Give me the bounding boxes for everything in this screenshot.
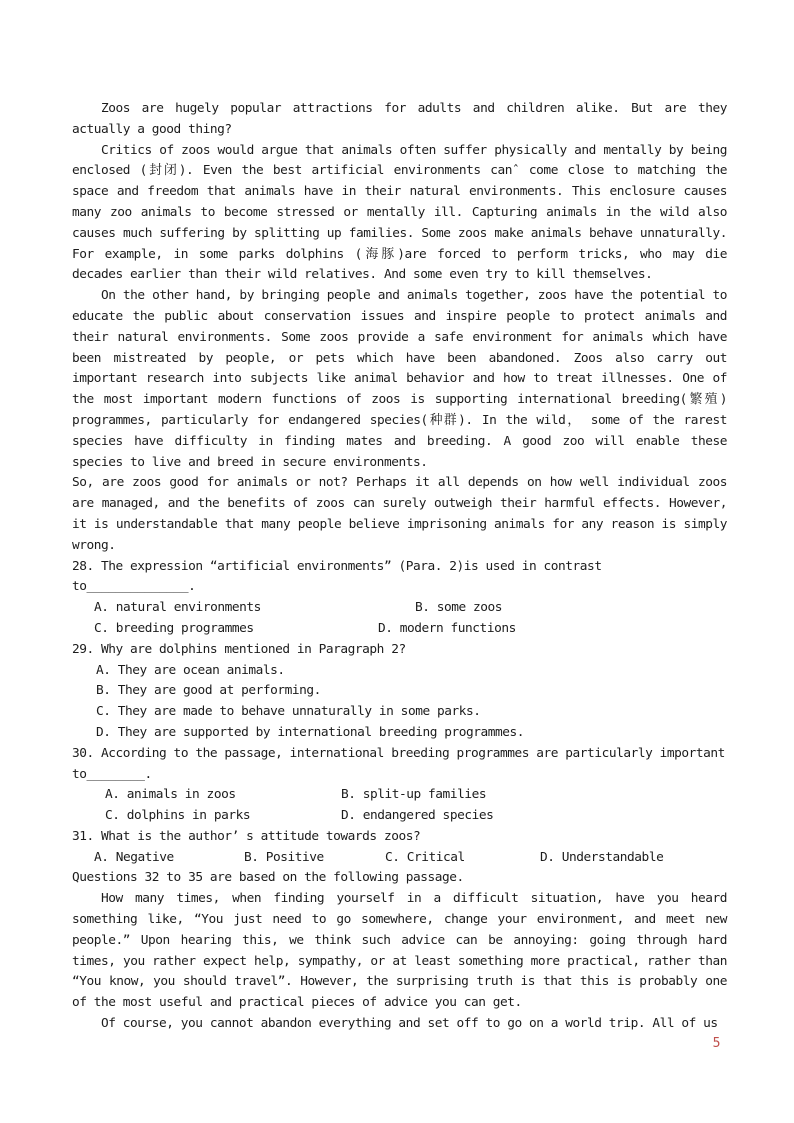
passage1-paragraph-3: On the other hand, by bringing people and animals together, zoos have the potential to educate the public about conservation issues and inspire people to protect animals and their natural environments. Some zoos provide a safe environment for animals which have been mistreated by people, or pets which have been abandoned. Zoos also carry out important research into subjects like animal behavior and how to treat illnesses. One of the most important modern functions of zoos is supporting international breeding(繁殖) programmes, particularly for endangered species(种群). In the wild， some of the rarest species have difficulty in finding mates and breeding. A good zoo will enable these species to live and breed in secure environments. [72, 288, 727, 470]
question-30-options-row-1 [72, 785, 727, 806]
passage2-paragraph-2: Of course, you cannot abandon everything and set off to go on a world trip. All of us [101, 1016, 718, 1032]
question-28-options-row-2 [72, 619, 727, 640]
question-28-blank: to______________. [72, 579, 196, 595]
passage1-paragraph-2: Critics of zoos would argue that animals often suffer physically and mentally by being enclosed (封闭). Even the best artificial environments canˆ come close to matching the space and freedom that animals have in their natural environments. This enclosure causes many zoo animals to become stressed or mentally ill. Capturing animals in the wild also causes much suffering by splitting up families. Some zoos make animals behave unnaturally. For example, in some parks dolphins (海豚)are forced to perform tricks, who may die decades earlier than their wild relatives. And some even try to kill themselves. [72, 142, 727, 283]
question-28-options-row-1 [72, 598, 727, 619]
passage1-paragraph-1: Zoos are hugely popular attractions for adults and children alike. But are they actually a good thing? [72, 101, 727, 137]
document-content [72, 99, 727, 1035]
question-31-text: 31. What is the author’ s attitude towards zoos? [72, 828, 421, 844]
question-28-option-b: B. some zoos [415, 600, 503, 616]
question-30-option-c: C. dolphins in parks [105, 808, 251, 824]
question-31-option-b: B. Positive [244, 849, 324, 865]
question-30-text: 30. According to the passage, international breeding programmes are particularly important [72, 745, 725, 761]
section-note: Questions 32 to 35 are based on the following passage. [72, 870, 464, 886]
question-31-option-a: A. Negative [94, 849, 174, 865]
question-29-text: 29. Why are dolphins mentioned in Paragraph 2? [72, 641, 406, 657]
question-28-option-a: A. natural environments [94, 600, 261, 616]
question-31-option-d: D. Understandable [540, 849, 664, 865]
passage2-paragraph-1: How many times, when finding yourself in a difficult situation, have you heard something like, “You just need to go somewhere, change your environment, and meet new people.” Upon hearing this, we think such advice can be annoying: going through hard times, you rather expect help, sympathy, or at least something more practical, rather than “You know, you should travel”. However, the surprising truth is that this is probably one of the most useful and practical pieces of advice you can get. [72, 891, 727, 1011]
question-30-options-row-2 [72, 806, 727, 827]
question-29-option-a: A. They are ocean animals. [96, 662, 285, 678]
question-29-option-d: D. They are supported by international breeding programmes. [96, 724, 525, 740]
question-28-option-d: D. modern functions [378, 620, 516, 636]
question-28-option-c: C. breeding programmes [94, 620, 254, 636]
question-30-option-a: A. animals in zoos [105, 787, 236, 803]
question-29-option-c: C. They are made to behave unnaturally in some parks. [96, 704, 481, 720]
question-31-options-row [72, 848, 727, 869]
question-31-option-c: C. Critical [385, 849, 465, 865]
page-number: 5 [712, 1036, 720, 1051]
question-28-text: 28. The expression “artificial environments” (Para. 2)is used in contrast [72, 558, 602, 574]
passage1-paragraph-4: So, are zoos good for animals or not? Perhaps it all depends on how well individual zoos are managed, and the benefits of zoos can surely outweigh their harmful effects. However, it is understandable that many people believe imprisoning animals for any reason is simply wrong. [72, 475, 727, 553]
question-30-option-d: D. endangered species [341, 808, 494, 824]
question-30-blank: to________. [72, 766, 152, 782]
question-30-option-b: B. split-up families [341, 787, 487, 803]
question-29-option-b: B. They are good at performing. [96, 683, 321, 699]
